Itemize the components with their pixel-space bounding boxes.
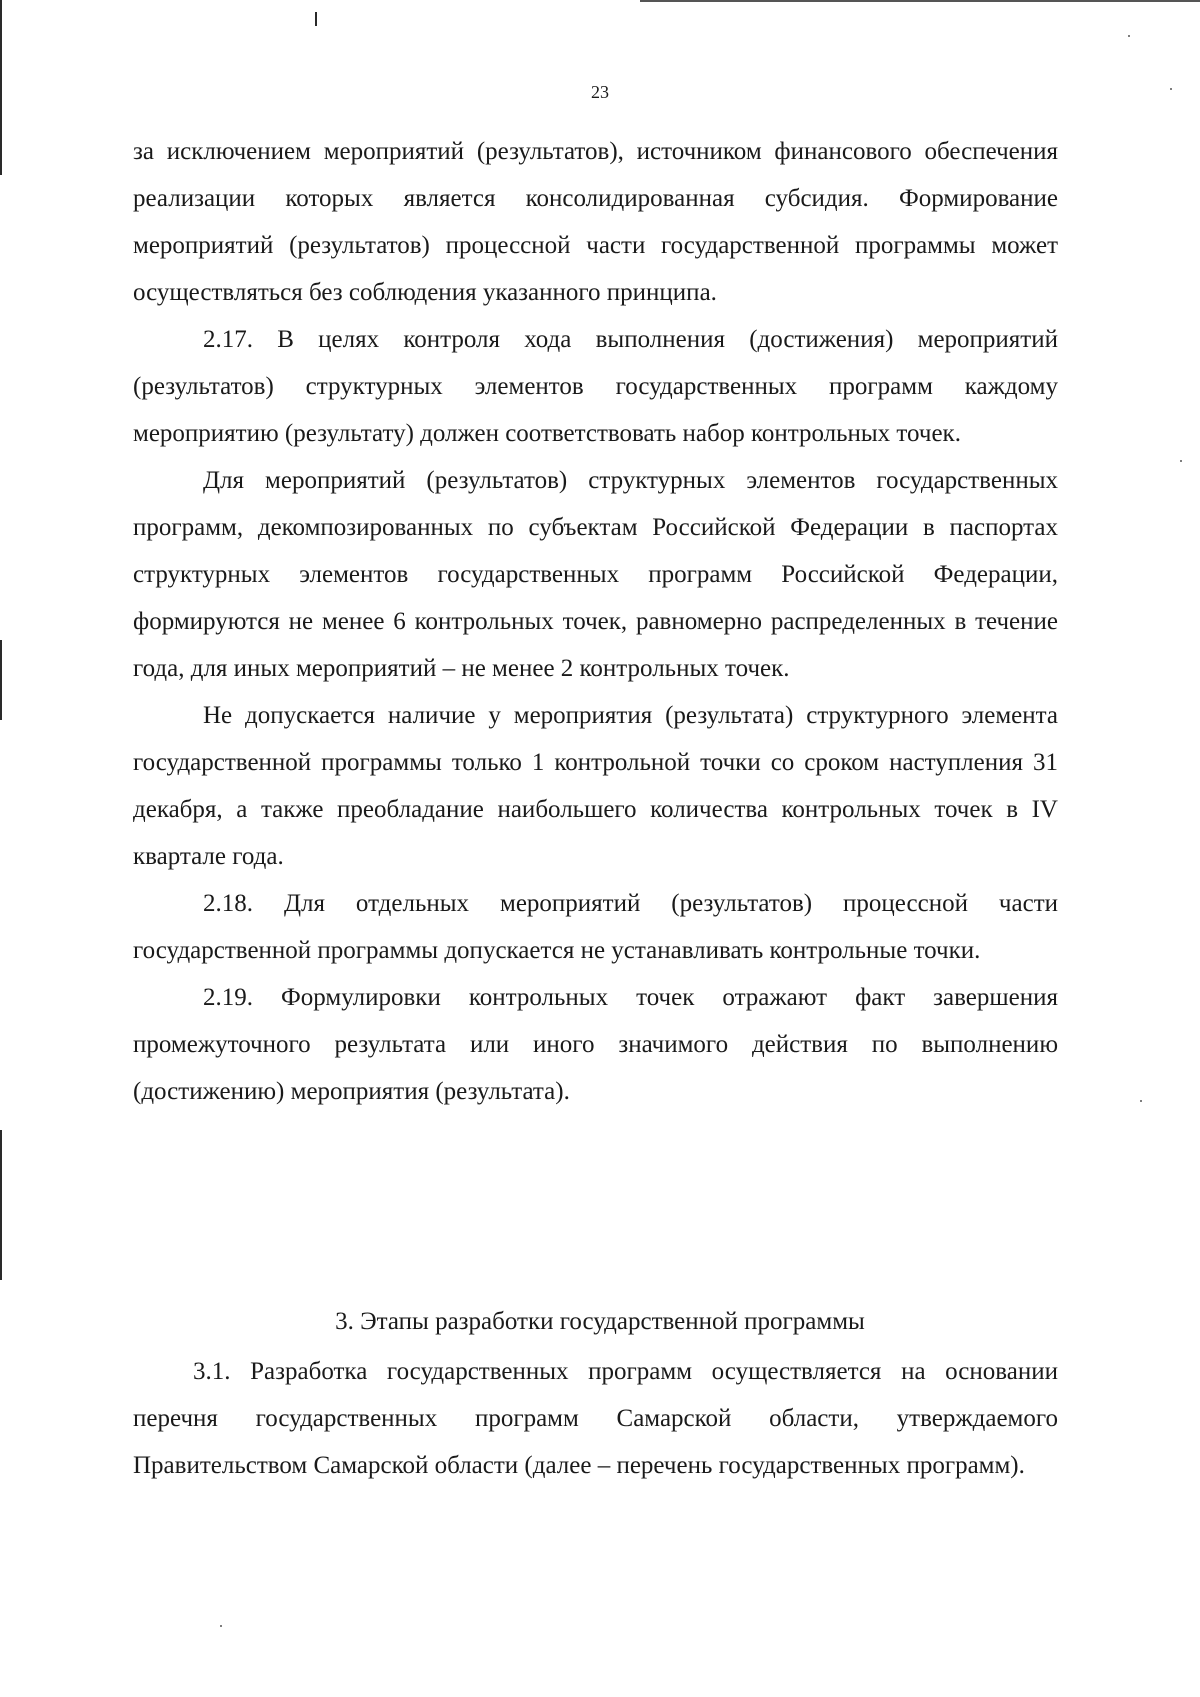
scan-edge-mark: [0, 1130, 2, 1280]
scan-speck: [1128, 35, 1130, 37]
scan-speck: [1140, 1100, 1142, 1102]
section-3-heading: 3. Этапы разработки государственной программы: [335, 1308, 865, 1335]
paragraph-2-18: 2.18. Для отдельных мероприятий (результатов) процессной части государственной программы допускается не устанавливать контрольные точки.: [133, 890, 1058, 964]
scan-speck: [1180, 460, 1182, 462]
paragraph-2-17: 2.17. В целях контроля хода выполнения (достижения) мероприятий (результатов) структурных элементов государственных программ каждому мероприятию (результату) должен соответствовать набор контрольных точек.: [133, 326, 1058, 447]
section-2-body: [133, 128, 1058, 1115]
paragraph-continuation: за исключением мероприятий (результатов), источником финансового обеспечения реализации которых является консолидированная субсидия. Формирование мероприятий (результатов) процессной части государственной программы может осуществляться без соблюдения указанного принципа.: [133, 138, 1058, 306]
scan-edge-mark: [0, 640, 2, 720]
scan-top-line: [640, 0, 1200, 2]
paragraph-2-19: 2.19. Формулировки контрольных точек отражают факт завершения промежуточного результата или иного значимого действия по выполнению (достижению) мероприятия (результата).: [133, 984, 1058, 1105]
section-3-body: [133, 1348, 1058, 1489]
page-number: 23: [591, 82, 609, 102]
paragraph-control-points: Для мероприятий (результатов) структурных элементов государственных программ, декомпозированных по субъектам Российской Федерации в паспортах структурных элементов государственных программ Российской Федерации, формируются не менее 6 контрольных точек, равномерно распределенных в течение года, для иных мероприятий – не менее 2 контрольных точек.: [133, 467, 1058, 682]
scan-speck: [220, 1625, 222, 1627]
scan-tick: [315, 12, 317, 26]
paragraph-3-1: 3.1. Разработка государственных программ осуществляется на основании перечня государственных программ Самарской области, утверждаемого Правительством Самарской области (далее – перечень государственных программ).: [133, 1358, 1058, 1479]
paragraph-not-allowed: Не допускается наличие у мероприятия (результата) структурного элемента государственной программы только 1 контрольной точки со сроком наступления 31 декабря, а также преобладание наибольшего количества контрольных точек в IV квартале года.: [133, 702, 1058, 870]
